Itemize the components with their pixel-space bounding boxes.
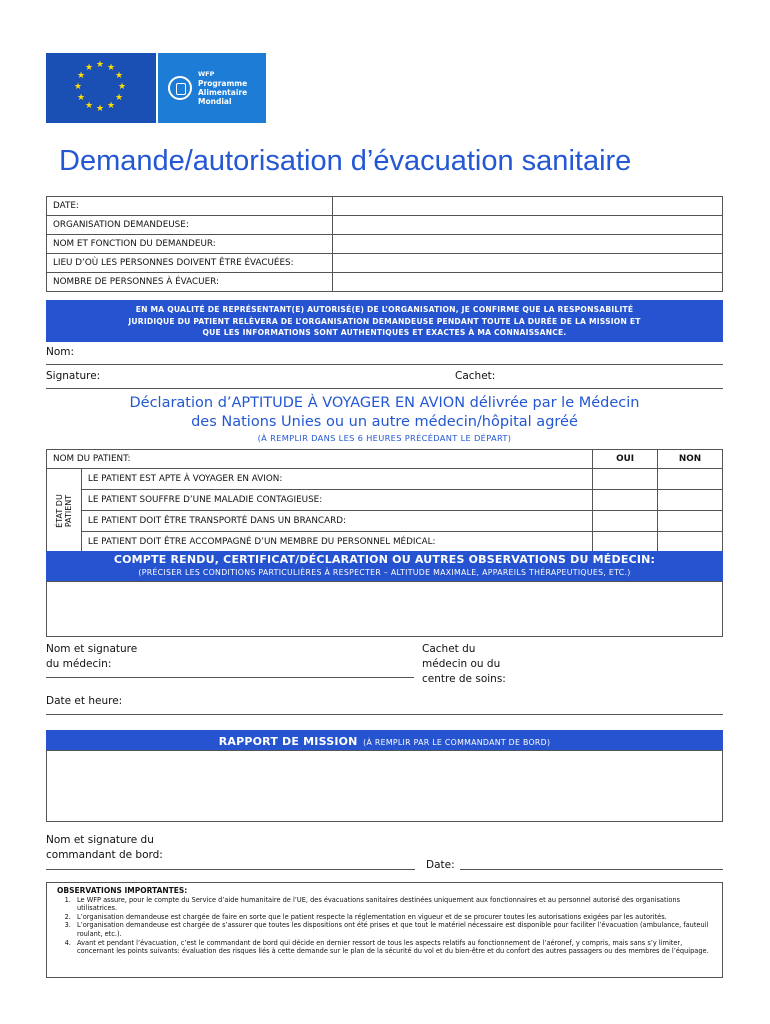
patient-name-row bbox=[47, 450, 723, 469]
observation-item: 4. Avant et pendant l’évacuation, c’est le commandant de bord qui décide en dernier ressort de tous les aspects relatifs au fonctionnement de l’aéronef, y compris, mais sans s’y limiter, concernant les points suivants: évaluation des risques liés à cette demande sur le plan de la sécurité du vol et du bien-être et du confort des autres passagers ou des membres de l’équipage. bbox=[73, 939, 712, 956]
signature-line[interactable] bbox=[46, 388, 723, 389]
wfp-name-line1: Programme bbox=[198, 79, 248, 88]
condition-row-escort bbox=[47, 532, 723, 553]
declaration-title-line1: Déclaration d’APTITUDE À VOYAGER EN AVION délivrée par le Médecin bbox=[129, 395, 640, 411]
declaration-subtitle: (À REMPLIR DANS LES 6 HEURES PRÉCÉDANT LE DÉPART) bbox=[257, 433, 512, 443]
statement-line: JURIDIQUE DU PATIENT RELÈVERA DE L’ORGANISATION DEMANDEUSE PENDANT TOUTE LA DURÉE DE LA MISSION ET bbox=[128, 316, 641, 326]
field-label: ORGANISATION DEMANDEUSE: bbox=[47, 216, 333, 235]
label-line: Cachet du bbox=[422, 643, 476, 655]
location-field[interactable] bbox=[332, 254, 722, 273]
doctor-report-header bbox=[46, 551, 723, 581]
condition-label: LE PATIENT EST APTE À VOYAGER EN AVION: bbox=[81, 469, 592, 490]
nom-line[interactable] bbox=[46, 364, 723, 365]
date-field[interactable] bbox=[332, 197, 722, 216]
side-label-line2: PATIENT bbox=[63, 494, 73, 527]
observation-item: 3. L’organisation demandeuse est chargée de s’assurer que toutes les dispositions ont été prises et que tout le matériel nécessaire est disponible pour faciliter l’évacuation (ambulance, fauteuil roulant, etc.). bbox=[73, 921, 712, 938]
statement-line: QUE LES INFORMATIONS SONT AUTHENTIQUES ET EXACTES À MA CONNAISSANCE. bbox=[202, 328, 567, 337]
condition-label: LE PATIENT DOIT ÊTRE TRANSPORTÉ DANS UN BRANCARD: bbox=[81, 511, 592, 532]
request-row-org bbox=[47, 216, 723, 235]
responsibility-statement bbox=[46, 300, 723, 342]
request-table bbox=[46, 196, 723, 292]
captain-signature-label bbox=[46, 833, 163, 863]
condition-row-fit bbox=[47, 469, 723, 490]
label-line: commandant de bord: bbox=[46, 849, 163, 861]
requester-field[interactable] bbox=[332, 235, 722, 254]
wfp-name-line3: Mondial bbox=[198, 97, 232, 106]
people-count-field[interactable] bbox=[332, 273, 722, 292]
request-row-requester bbox=[47, 235, 723, 254]
mission-report-header bbox=[46, 730, 723, 750]
wfp-name-line2: Alimentaire bbox=[198, 88, 248, 97]
nom-label: Nom: bbox=[46, 346, 75, 358]
request-row-date bbox=[47, 197, 723, 216]
wfp-logo bbox=[158, 53, 266, 123]
doctor-report-textarea[interactable] bbox=[46, 581, 723, 637]
observations-list bbox=[57, 896, 712, 956]
doctor-signature-line[interactable] bbox=[46, 677, 414, 678]
label-line: centre de soins: bbox=[422, 673, 506, 685]
eu-flag-logo: ★ ★ ★ ★ ★ ★ ★ ★ ★ ★ ★ ★ bbox=[46, 53, 156, 123]
label-line: médecin ou du bbox=[422, 658, 501, 670]
doctor-report-title: COMPTE RENDU, CERTIFICAT/DÉCLARATION OU AUTRES OBSERVATIONS DU MÉDECIN: bbox=[113, 553, 656, 566]
signature-label: Signature: bbox=[46, 370, 101, 382]
doctor-stamp-label bbox=[422, 642, 506, 687]
observations-title: OBSERVATIONS IMPORTANTES: bbox=[57, 886, 188, 895]
request-row-count bbox=[47, 273, 723, 292]
label-line: Nom et signature bbox=[46, 643, 138, 655]
organisation-field[interactable] bbox=[332, 216, 722, 235]
label-line: Nom et signature du bbox=[46, 834, 154, 846]
side-label-line1: ÉTAT DU bbox=[54, 493, 64, 528]
statement-line: EN MA QUALITÉ DE REPRÉSENTANT(E) AUTORISÉ(E) DE L’ORGANISATION, JE CONFIRME QUE LA RESPONSABILITÉ bbox=[135, 305, 634, 314]
column-yes: OUI bbox=[593, 450, 658, 469]
condition-row-stretcher bbox=[47, 511, 723, 532]
fit-to-fly-yes-cell[interactable] bbox=[593, 469, 658, 490]
request-row-location bbox=[47, 254, 723, 273]
captain-date-label: Date: bbox=[426, 859, 455, 871]
contagious-no-cell[interactable] bbox=[658, 490, 723, 511]
stretcher-yes-cell[interactable] bbox=[593, 511, 658, 532]
header-logos bbox=[46, 53, 266, 123]
condition-row-contagious bbox=[47, 490, 723, 511]
medical-escort-no-cell[interactable] bbox=[658, 532, 723, 553]
contagious-yes-cell[interactable] bbox=[593, 490, 658, 511]
condition-label: LE PATIENT SOUFFRE D’UNE MALADIE CONTAGIEUSE: bbox=[81, 490, 592, 511]
label-line: du médecin: bbox=[46, 658, 112, 670]
field-label: NOM ET FONCTION DU DEMANDEUR: bbox=[47, 235, 333, 254]
wfp-emblem-icon bbox=[168, 76, 192, 100]
captain-date-line[interactable] bbox=[460, 869, 723, 870]
medical-escort-yes-cell[interactable] bbox=[593, 532, 658, 553]
field-label: NOMBRE DE PERSONNES À ÉVACUER: bbox=[47, 273, 333, 292]
declaration-title-line2: des Nations Unies ou un autre médecin/hôpital agréé bbox=[191, 414, 578, 430]
cachet-label: Cachet: bbox=[455, 370, 496, 382]
doctor-name-signature-label bbox=[46, 642, 137, 672]
page-title: Demande/autorisation d’évacuation sanitaire bbox=[59, 145, 632, 177]
condition-label: LE PATIENT DOIT ÊTRE ACCOMPAGNÉ D’UN MEMBRE DU PERSONNEL MÉDICAL: bbox=[81, 532, 592, 553]
field-label: LIEU D’OÙ LES PERSONNES DOIVENT ÊTRE ÉVACUÉES: bbox=[47, 254, 333, 273]
declaration-title bbox=[46, 394, 723, 432]
doctor-report-subtitle: (PRÉCISER LES CONDITIONS PARTICULIÈRES À RESPECTER – ALTITUDE MAXIMALE, APPAREILS THÉRAPEUTIQUES, ETC.) bbox=[138, 568, 631, 577]
wfp-acronym: WFP bbox=[198, 70, 215, 78]
field-label: DATE: bbox=[47, 197, 333, 216]
patient-status-side-label bbox=[47, 469, 82, 553]
date-time-line[interactable] bbox=[46, 714, 723, 715]
date-time-label: Date et heure: bbox=[46, 695, 123, 707]
mission-report-subtitle: (À REMPLIR PAR LE COMMANDANT DE BORD) bbox=[363, 738, 551, 747]
stretcher-no-cell[interactable] bbox=[658, 511, 723, 532]
fit-to-fly-no-cell[interactable] bbox=[658, 469, 723, 490]
patient-status-table bbox=[46, 449, 723, 553]
column-no: NON bbox=[658, 450, 723, 469]
important-observations bbox=[46, 882, 723, 978]
mission-report-textarea[interactable] bbox=[46, 750, 723, 822]
mission-report-title: RAPPORT DE MISSION bbox=[218, 735, 358, 748]
observation-item: 1. Le WFP assure, pour le compte du Service d’aide humanitaire de l’UE, des évacuations sanitaires destinées uniquement aux fonctionnaires et au personnel autorisé des organisations utilisatrices. bbox=[73, 896, 712, 913]
captain-signature-line[interactable] bbox=[46, 869, 415, 870]
patient-name-label: NOM DU PATIENT: bbox=[47, 450, 593, 469]
observation-item: 2. L’organisation demandeuse est chargée de faire en sorte que le patient respecte la réglementation en vigueur et de se procurer toutes les autorisations exigées par les autorités. bbox=[73, 913, 712, 922]
